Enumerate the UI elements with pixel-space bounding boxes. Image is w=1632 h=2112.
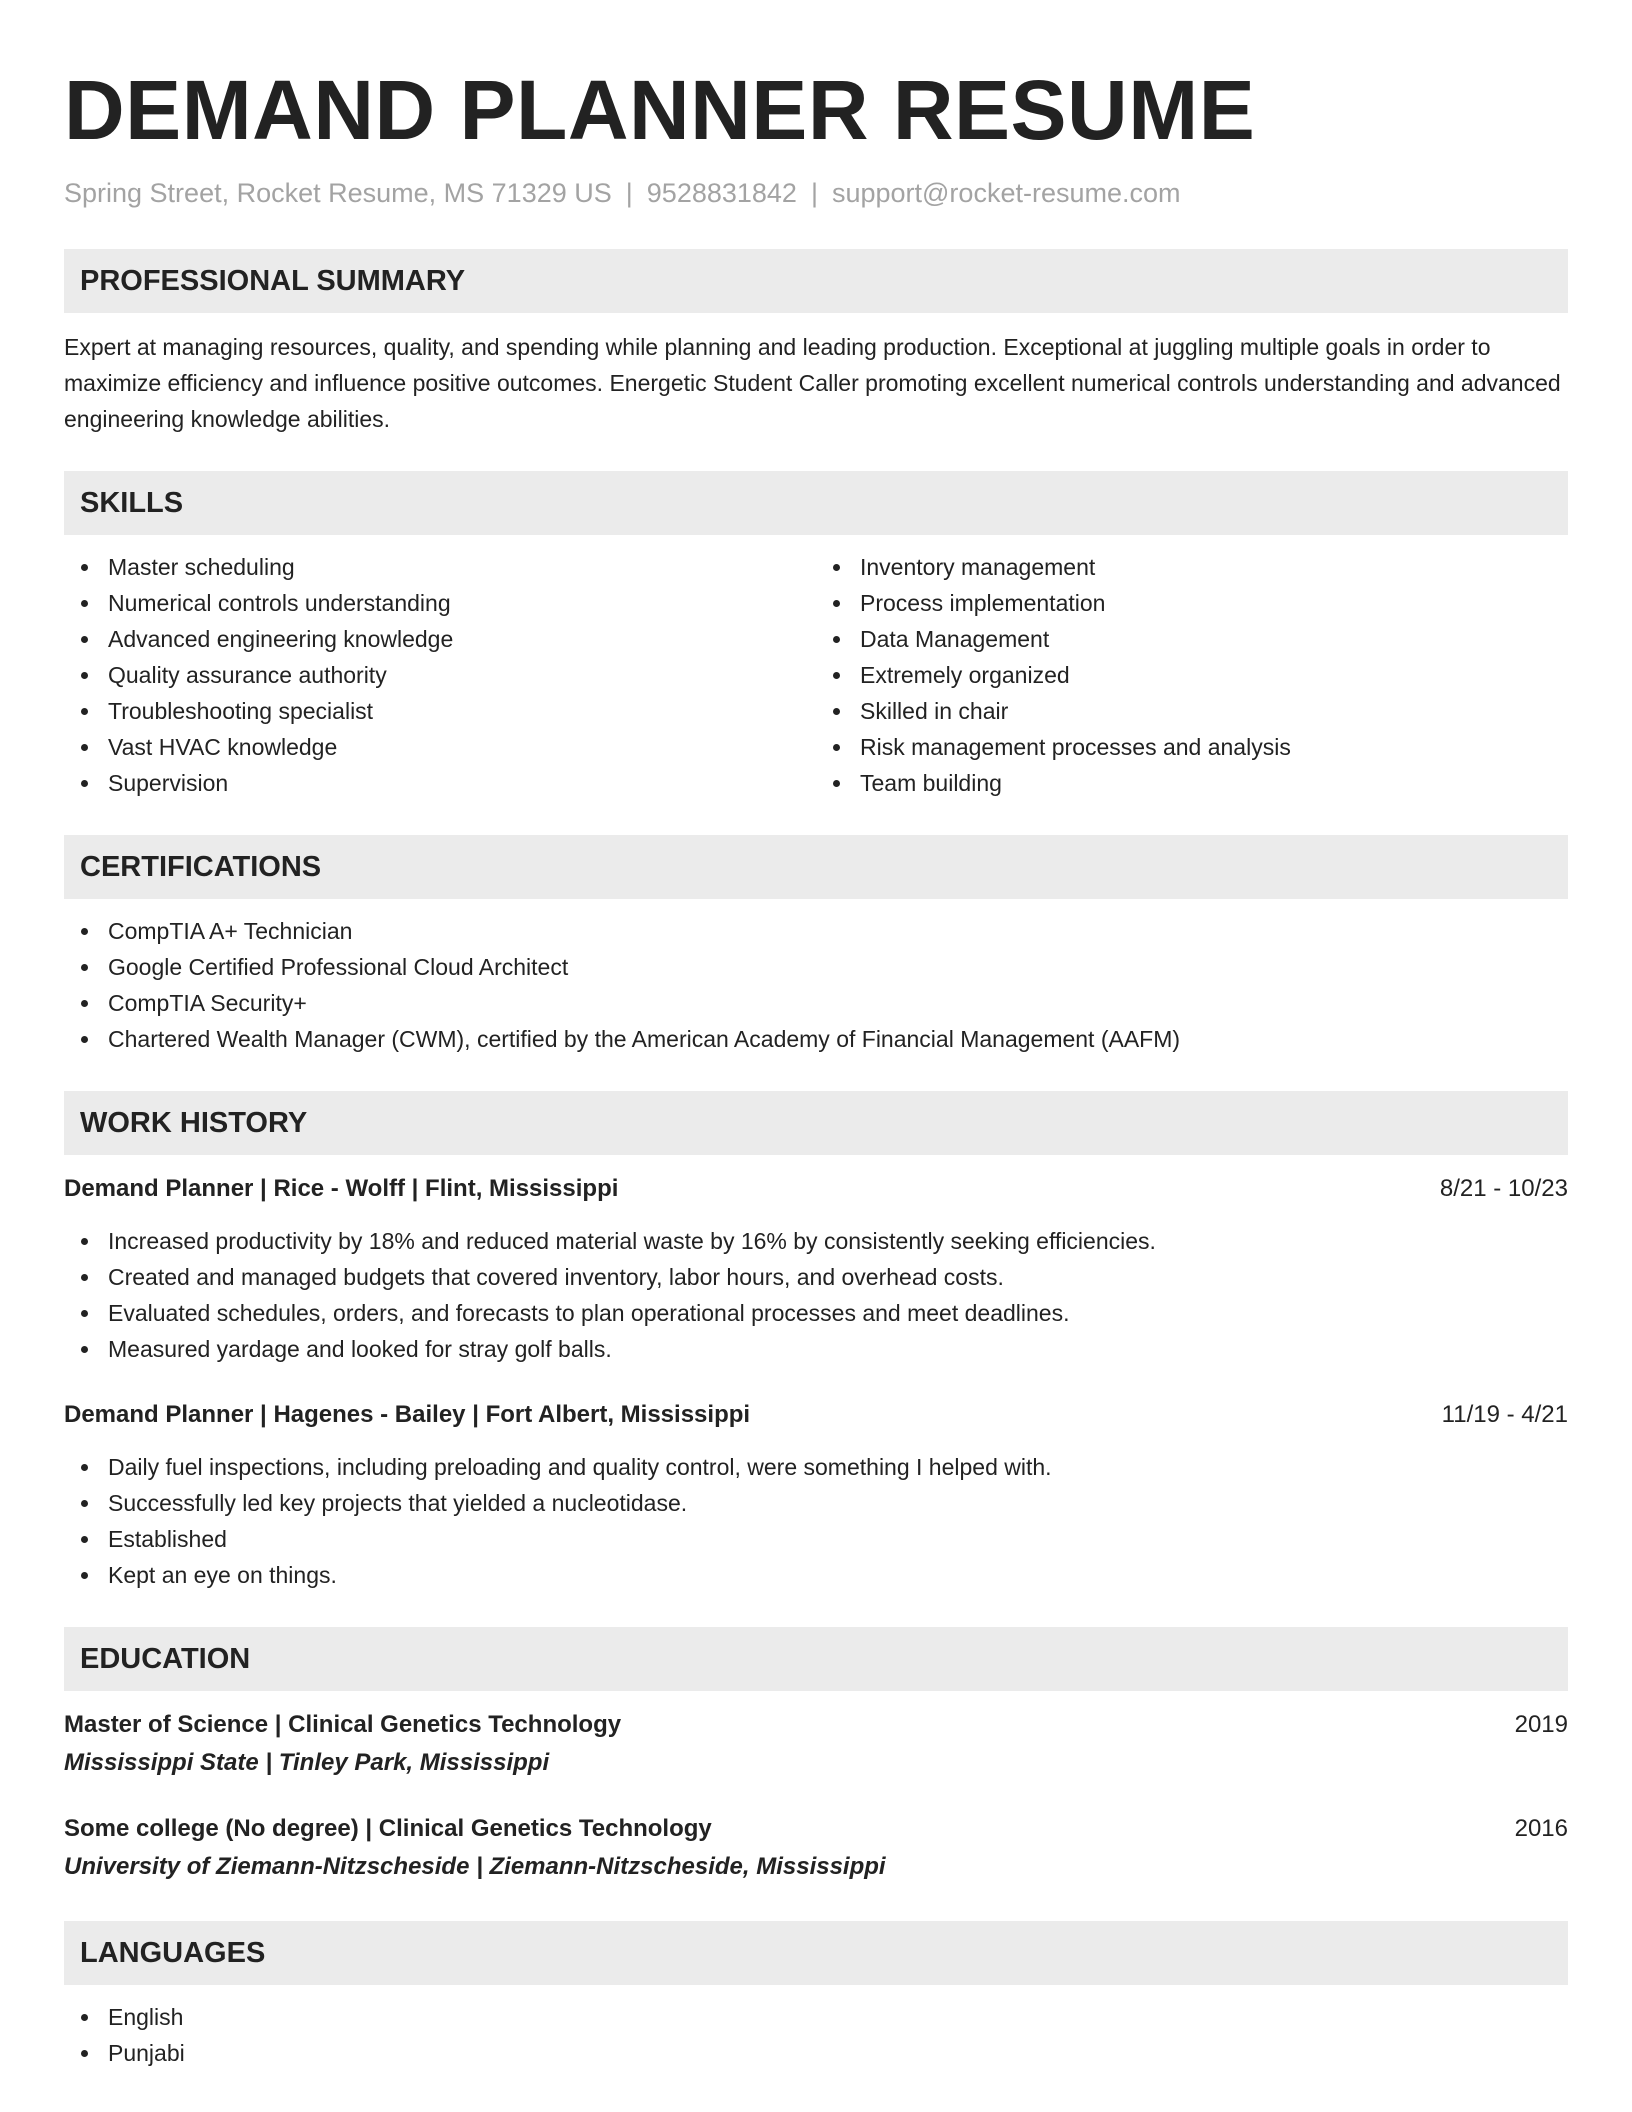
certifications-heading: CERTIFICATIONS — [64, 835, 1568, 899]
job-title: Demand Planner | Hagenes - Bailey | Fort Albert, Mississippi — [64, 1401, 751, 1428]
job-dates: 8/21 - 10/23 — [1439, 1175, 1568, 1202]
contact-phone: 9528831842 — [646, 178, 797, 208]
list-item: Risk management processes and analysis — [816, 729, 1568, 765]
job-title: Demand Planner | Rice - Wolff | Flint, Mississippi — [64, 1175, 619, 1202]
list-item: Chartered Wealth Manager (CWM), certified by the American Academy of Financial Management (AAFM) — [64, 1021, 1568, 1057]
education-year: 2019 — [1514, 1711, 1568, 1738]
list-item: Successfully led key projects that yielded a nucleotidase. — [64, 1485, 1568, 1521]
contact-separator: | — [625, 178, 633, 208]
list-item: Advanced engineering knowledge — [64, 621, 816, 657]
education-school: University of Ziemann-Nitzscheside | Ziemann-Nitzscheside, Mississippi — [64, 1853, 886, 1880]
list-item: Numerical controls understanding — [64, 585, 816, 621]
contact-address: Spring Street, Rocket Resume, MS 71329 US — [64, 178, 612, 208]
education-section — [64, 1627, 1568, 1887]
education-entry — [64, 1707, 1568, 1783]
languages-heading: LANGUAGES — [64, 1921, 1568, 1985]
list-item: Vast HVAC knowledge — [64, 729, 816, 765]
summary-heading: PROFESSIONAL SUMMARY — [64, 249, 1568, 313]
certifications-section — [64, 835, 1568, 1057]
list-item: Punjabi — [64, 2035, 1568, 2071]
job-bullets — [64, 1223, 1568, 1367]
list-item: Master scheduling — [64, 549, 816, 585]
list-item: English — [64, 1999, 1568, 2035]
list-item: Established — [64, 1521, 1568, 1557]
list-item: Created and managed budgets that covered inventory, labor hours, and overhead costs. — [64, 1259, 1568, 1295]
education-heading: EDUCATION — [64, 1627, 1568, 1691]
resume-title: DEMAND PLANNER RESUME — [64, 63, 1256, 157]
education-header — [64, 1811, 1568, 1847]
list-item: Inventory management — [816, 549, 1568, 585]
summary-section — [64, 249, 1568, 437]
list-item: Increased productivity by 18% and reduced material waste by 16% by consistently seeking efficiencies. — [64, 1223, 1568, 1259]
job-bullets — [64, 1449, 1568, 1593]
education-school: Mississippi State | Tinley Park, Mississippi — [64, 1749, 550, 1776]
job-entry — [64, 1397, 1568, 1593]
list-item: Kept an eye on things. — [64, 1557, 1568, 1593]
list-item: Measured yardage and looked for stray golf balls. — [64, 1331, 1568, 1367]
contact-separator: | — [810, 178, 818, 208]
list-item: Evaluated schedules, orders, and forecasts to plan operational processes and meet deadlines. — [64, 1295, 1568, 1331]
education-header — [64, 1707, 1568, 1743]
list-item: Quality assurance authority — [64, 657, 816, 693]
list-item: Troubleshooting specialist — [64, 693, 816, 729]
list-item: Process implementation — [816, 585, 1568, 621]
job-dates: 11/19 - 4/21 — [1441, 1401, 1568, 1428]
work-history-section — [64, 1091, 1568, 1593]
languages-list — [64, 1999, 1568, 2071]
list-item: Supervision — [64, 765, 816, 801]
contact-line — [64, 178, 1568, 209]
education-degree: Some college (No degree) | Clinical Genetics Technology — [64, 1815, 712, 1842]
list-item: Extremely organized — [816, 657, 1568, 693]
list-item: CompTIA Security+ — [64, 985, 1568, 1021]
job-header — [64, 1397, 1568, 1433]
list-item: Skilled in chair — [816, 693, 1568, 729]
job-entry — [64, 1171, 1568, 1367]
skills-section — [64, 471, 1568, 801]
skills-heading: SKILLS — [64, 471, 1568, 535]
list-item: Daily fuel inspections, including preloading and quality control, were something I helped with. — [64, 1449, 1568, 1485]
list-item: CompTIA A+ Technician — [64, 913, 1568, 949]
list-item: Team building — [816, 765, 1568, 801]
skills-list-left — [64, 549, 816, 801]
education-entry — [64, 1811, 1568, 1887]
work-history-heading: WORK HISTORY — [64, 1091, 1568, 1155]
list-item: Google Certified Professional Cloud Architect — [64, 949, 1568, 985]
job-header — [64, 1171, 1568, 1207]
summary-text: Expert at managing resources, quality, and spending while planning and leading production. Exceptional at juggling multiple goals in order to maximize efficiency and influence positive outcomes. Energetic Student Caller promoting excellent numerical controls understanding and advanced engineering knowledge abilities. — [64, 334, 1561, 432]
skills-list-right — [816, 549, 1568, 801]
list-item: Data Management — [816, 621, 1568, 657]
skills-grid — [64, 535, 1568, 801]
contact-email[interactable]: support@rocket-resume.com — [831, 178, 1181, 208]
education-degree: Master of Science | Clinical Genetics Technology — [64, 1711, 622, 1738]
certifications-list — [64, 913, 1568, 1057]
education-year: 2016 — [1514, 1815, 1568, 1842]
languages-section — [64, 1921, 1568, 2071]
